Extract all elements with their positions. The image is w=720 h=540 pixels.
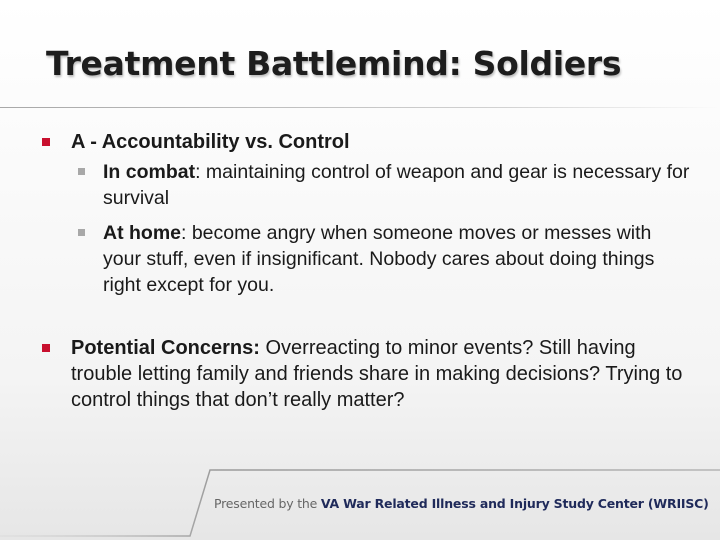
sub-bullet-text: : maintaining control of weapon and gear is necessary for survival xyxy=(103,161,690,209)
sub-bullet-square-icon xyxy=(78,168,85,175)
bullet-square-icon xyxy=(42,344,50,352)
bullet-square-icon xyxy=(42,138,50,146)
sub-bullet-text: : become angry when someone moves or messes with your stuff, even if insignificant. Nobody cares about doing things right except for you. xyxy=(103,222,655,296)
title-divider xyxy=(0,107,720,108)
bullet-heading: A - Accountability vs. Control xyxy=(71,131,350,153)
footer-credit xyxy=(214,496,709,511)
sub-bullet-at-home xyxy=(103,220,693,298)
sub-bullet-square-icon xyxy=(78,229,85,236)
footer-prefix: Presented by the xyxy=(214,496,321,511)
bullet-text: Overreacting to minor events? Still having trouble letting family and friends share in making decisions? Trying to control things that don’t really matter? xyxy=(71,337,683,411)
bullet-lead: Potential Concerns: xyxy=(71,337,260,359)
bullet-accountability xyxy=(71,129,691,155)
bullet-potential-concerns xyxy=(71,335,696,413)
slide-title: Treatment Battlemind: Soldiers xyxy=(46,44,622,83)
sub-bullet-lead: In combat xyxy=(103,161,196,183)
sub-bullet-in-combat xyxy=(103,159,693,211)
sub-bullet-lead: At home xyxy=(103,222,181,244)
footer-organization: VA War Related Illness and Injury Study Center (WRIISC) xyxy=(320,496,709,511)
